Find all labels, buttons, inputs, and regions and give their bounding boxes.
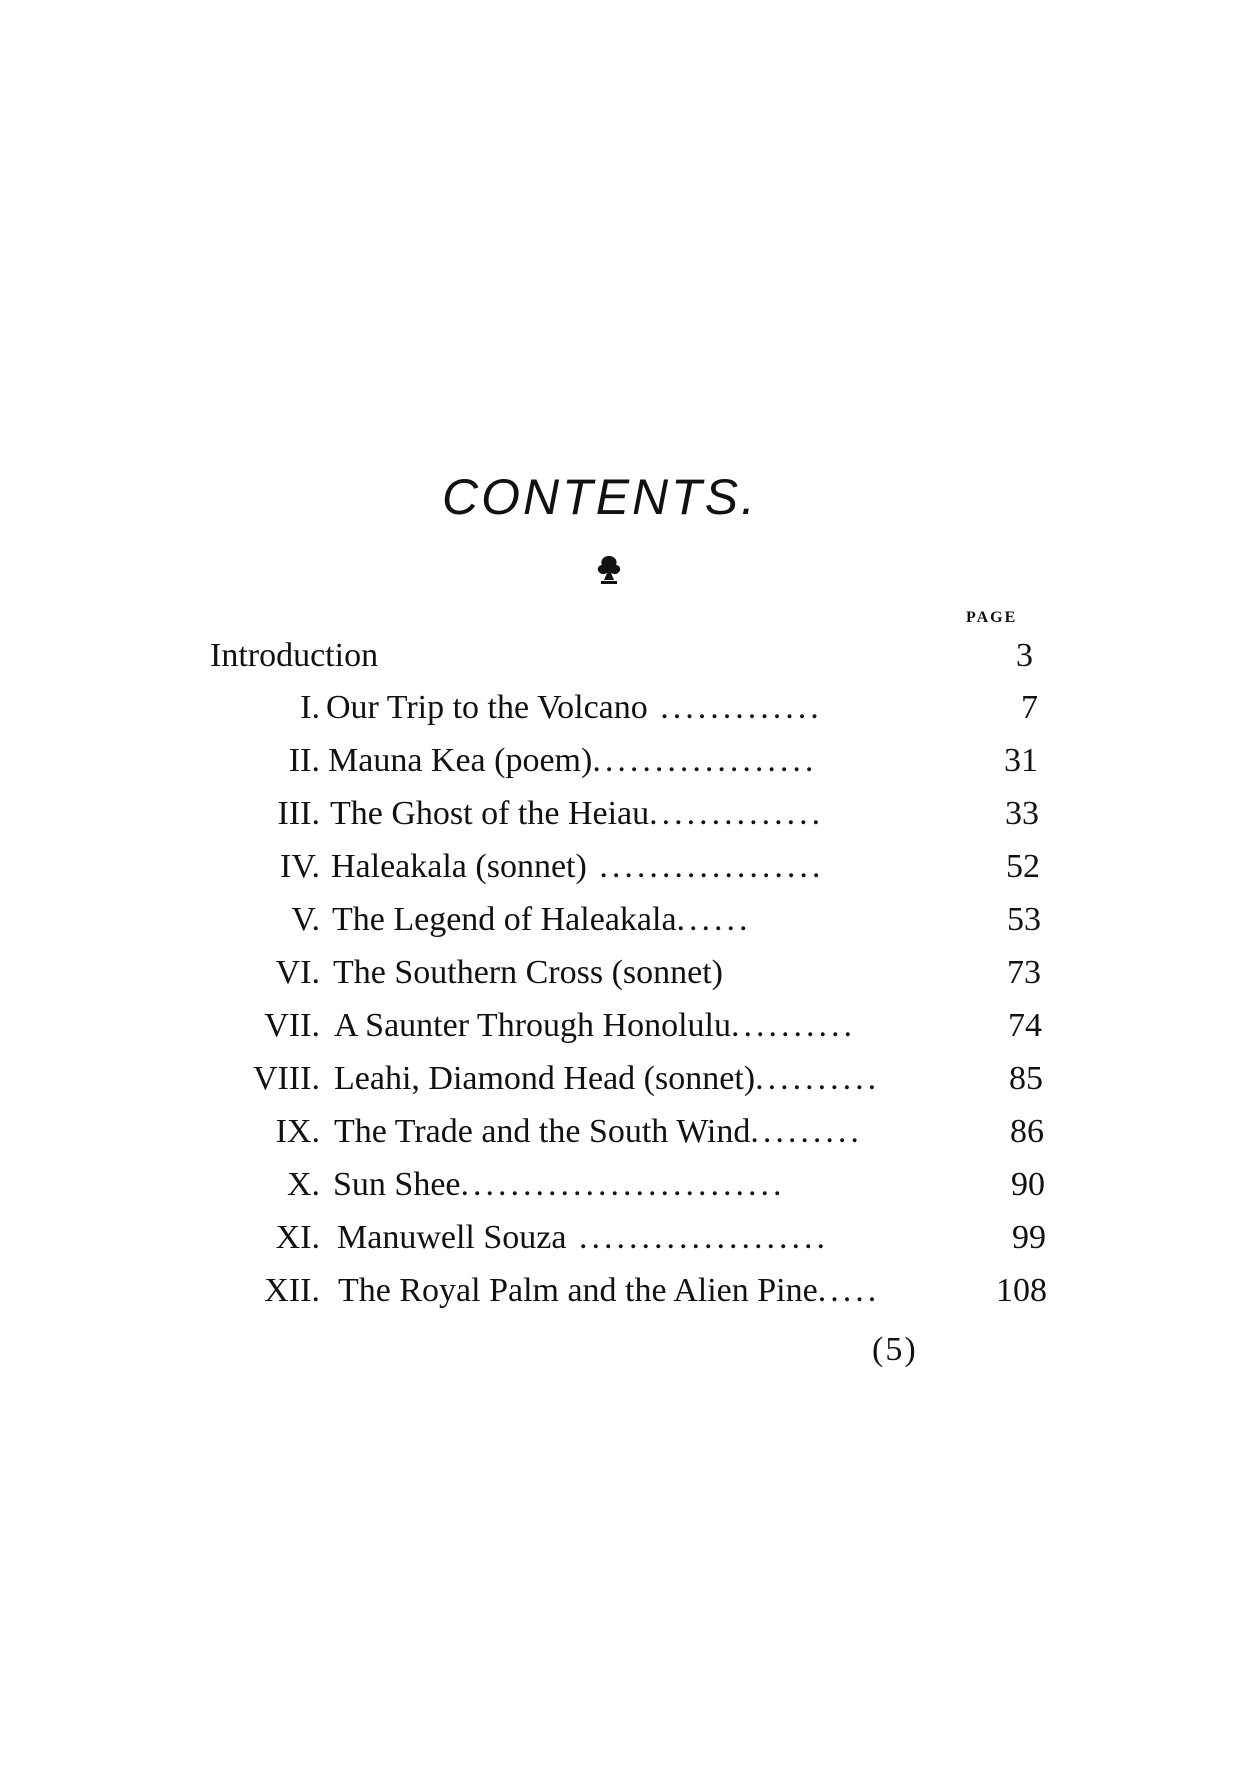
toc-entry bbox=[0, 898, 1259, 942]
entry-page: 73 bbox=[1007, 954, 1041, 991]
dot-leader: ..... bbox=[817, 1272, 881, 1309]
entry-numeral: XI. bbox=[275, 1219, 320, 1256]
dot-leader: .................... bbox=[566, 1219, 829, 1256]
entry-title: Mauna Kea (poem).................. bbox=[328, 742, 818, 779]
toc-entry bbox=[0, 686, 1259, 730]
toc-entry bbox=[0, 1216, 1259, 1260]
entry-title: The Royal Palm and the Alien Pine..... bbox=[338, 1272, 881, 1309]
dot-leader: .......... bbox=[755, 1060, 881, 1097]
entry-title: The Ghost of the Heiau.............. bbox=[330, 795, 825, 832]
page-title: CONTENTS. bbox=[442, 469, 758, 525]
entry-page: 31 bbox=[1004, 742, 1038, 779]
entry-page: 90 bbox=[1011, 1166, 1045, 1203]
entry-title: Haleakala (sonnet) .................. bbox=[331, 848, 825, 885]
entry-page: 86 bbox=[1010, 1113, 1044, 1150]
entry-numeral: IX. bbox=[275, 1113, 320, 1150]
entry-title: Sun Shee.......................... bbox=[333, 1166, 786, 1203]
entry-page: 74 bbox=[1008, 1007, 1042, 1044]
toc-entry bbox=[0, 1004, 1259, 1048]
entry-page: 52 bbox=[1006, 848, 1040, 885]
entry-numeral: XII. bbox=[264, 1272, 320, 1309]
entry-numeral: II. bbox=[288, 742, 320, 779]
introduction-page: 3 bbox=[1016, 637, 1033, 674]
entry-title: The Trade and the South Wind......... bbox=[334, 1113, 863, 1150]
entry-page: 33 bbox=[1005, 795, 1039, 832]
entry-page: 53 bbox=[1007, 901, 1041, 938]
entry-page: 99 bbox=[1012, 1219, 1046, 1256]
dot-leader: .............. bbox=[649, 795, 825, 832]
toc-entry bbox=[0, 845, 1259, 889]
dot-leader: ...... bbox=[676, 901, 752, 938]
entry-page: 85 bbox=[1009, 1060, 1043, 1097]
entry-numeral: V. bbox=[291, 901, 320, 938]
dot-leader: .................. bbox=[586, 848, 825, 885]
toc-entry bbox=[0, 951, 1259, 995]
dot-leader: .......... bbox=[730, 1007, 856, 1044]
toc-entry bbox=[0, 1057, 1259, 1101]
entry-title: A Saunter Through Honolulu.......... bbox=[334, 1007, 856, 1044]
introduction-title: Introduction bbox=[210, 637, 379, 674]
toc-entry bbox=[0, 792, 1259, 836]
entry-numeral: I. bbox=[300, 689, 320, 726]
entry-numeral: VIII. bbox=[252, 1060, 320, 1097]
dot-leader: ......... bbox=[750, 1113, 863, 1150]
toc-entry bbox=[0, 1163, 1259, 1207]
floral-ornament-icon bbox=[592, 552, 626, 586]
entry-numeral: VI. bbox=[275, 954, 320, 991]
dot-leader: ............. bbox=[647, 689, 823, 726]
dot-leader: .................. bbox=[592, 742, 818, 779]
dot-leader: .......................... bbox=[460, 1166, 786, 1203]
entry-title: The Legend of Haleakala...... bbox=[332, 901, 752, 938]
entry-page: 7 bbox=[1021, 689, 1038, 726]
toc-entry bbox=[0, 1269, 1259, 1313]
entry-title: Manuwell Souza .................... bbox=[337, 1219, 829, 1256]
toc-entry bbox=[0, 1110, 1259, 1154]
entry-title: The Southern Cross (sonnet) bbox=[333, 954, 724, 991]
toc-entry bbox=[0, 739, 1259, 783]
entry-page: 108 bbox=[996, 1272, 1047, 1309]
page-number: (5) bbox=[872, 1331, 918, 1368]
entry-numeral: III. bbox=[277, 795, 320, 832]
page-column-header: PAGE bbox=[966, 609, 1018, 626]
entry-numeral: IV. bbox=[280, 848, 320, 885]
entry-title: Our Trip to the Volcano ............. bbox=[326, 689, 823, 726]
entry-numeral: X. bbox=[286, 1166, 320, 1203]
entry-numeral: VII. bbox=[264, 1007, 320, 1044]
entry-title: Leahi, Diamond Head (sonnet).......... bbox=[334, 1060, 881, 1097]
